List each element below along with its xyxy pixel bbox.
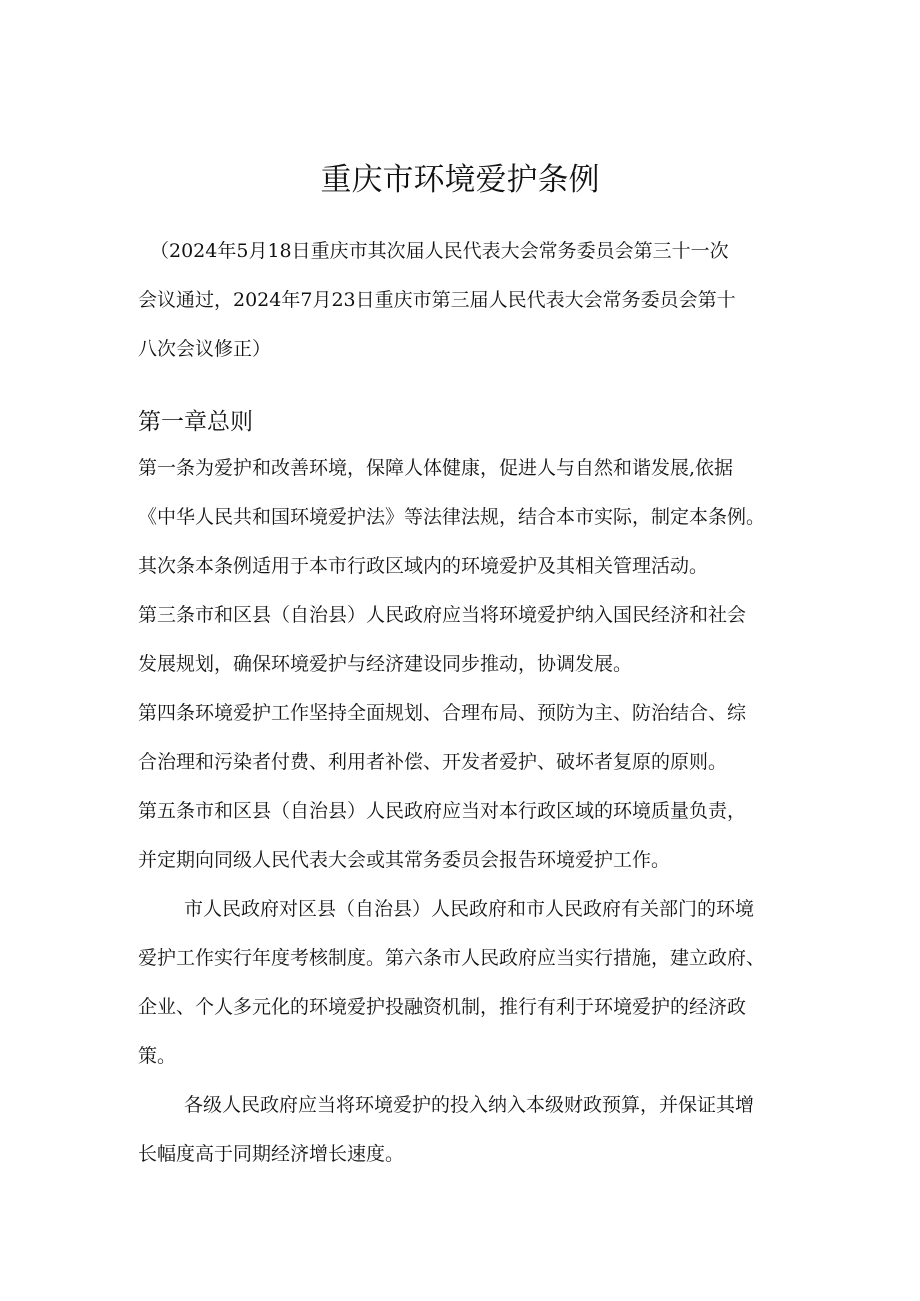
adoption-note-line: （2024年5月18日重庆市其次届人民代表大会常务委员会第三十一次 [150, 240, 729, 262]
body-text-line: 爱护工作实行年度考核制度。第六条市人民政府应当实行措施，建立政府、 [138, 947, 766, 969]
adoption-note-line: 会议通过，2024年7月23日重庆市第三届人民代表大会常务委员会第十 [138, 289, 736, 311]
body-text-line: 发展规划，确保环境爱护与经济建设同步推动，协调发展。 [138, 653, 633, 675]
adoption-note-line: 八次会议修正） [138, 338, 272, 360]
body-text-line: 长幅度高于同期经济增长速度。 [138, 1143, 405, 1165]
body-text-line: 第四条环境爱护工作坚持全面规划、合理布局、预防为主、防治结合、综 [138, 702, 747, 724]
body-text-line: 并定期向同级人民代表大会或其常务委员会报告环境爱护工作。 [138, 849, 671, 871]
body-text-line: 策。 [138, 1045, 177, 1067]
body-text-line: 第五条市和区县（自治县）人民政府应当对本行政区域的环境质量负责， [138, 800, 747, 822]
body-text-line: 第三条市和区县（自治县）人民政府应当将环境爱护纳入国民经济和社会 [138, 604, 747, 626]
body-text-line: 《中华人民共和国环境爱护法》等法律法规，结合本市实际，制定本条例。 [138, 506, 766, 528]
chapter-heading: 第一章总则 [138, 409, 253, 435]
body-text-line: 合治理和污染者付费、利用者补偿、开发者爱护、破坏者复原的原则。 [138, 751, 728, 773]
body-text-line: 其次条本条例适用于本市行政区域内的环境爱护及其相关管理活动。 [138, 555, 709, 577]
document-title: 重庆市环境爱护条例 [320, 162, 600, 198]
body-text-line: 市人民政府对区县（自治县）人民政府和市人民政府有关部门的环境 [184, 898, 755, 920]
body-text-line: 第一条为爱护和改善环境，保障人体健康，促进人与自然和谐发展,依据 [138, 457, 734, 479]
body-text-line: 企业、个人多元化的环境爱护投融资机制，推行有利于环境爱护的经济政 [138, 996, 747, 1018]
body-text-line: 各级人民政府应当将环境爱护的投入纳入本级财政预算，并保证其增 [184, 1094, 755, 1116]
